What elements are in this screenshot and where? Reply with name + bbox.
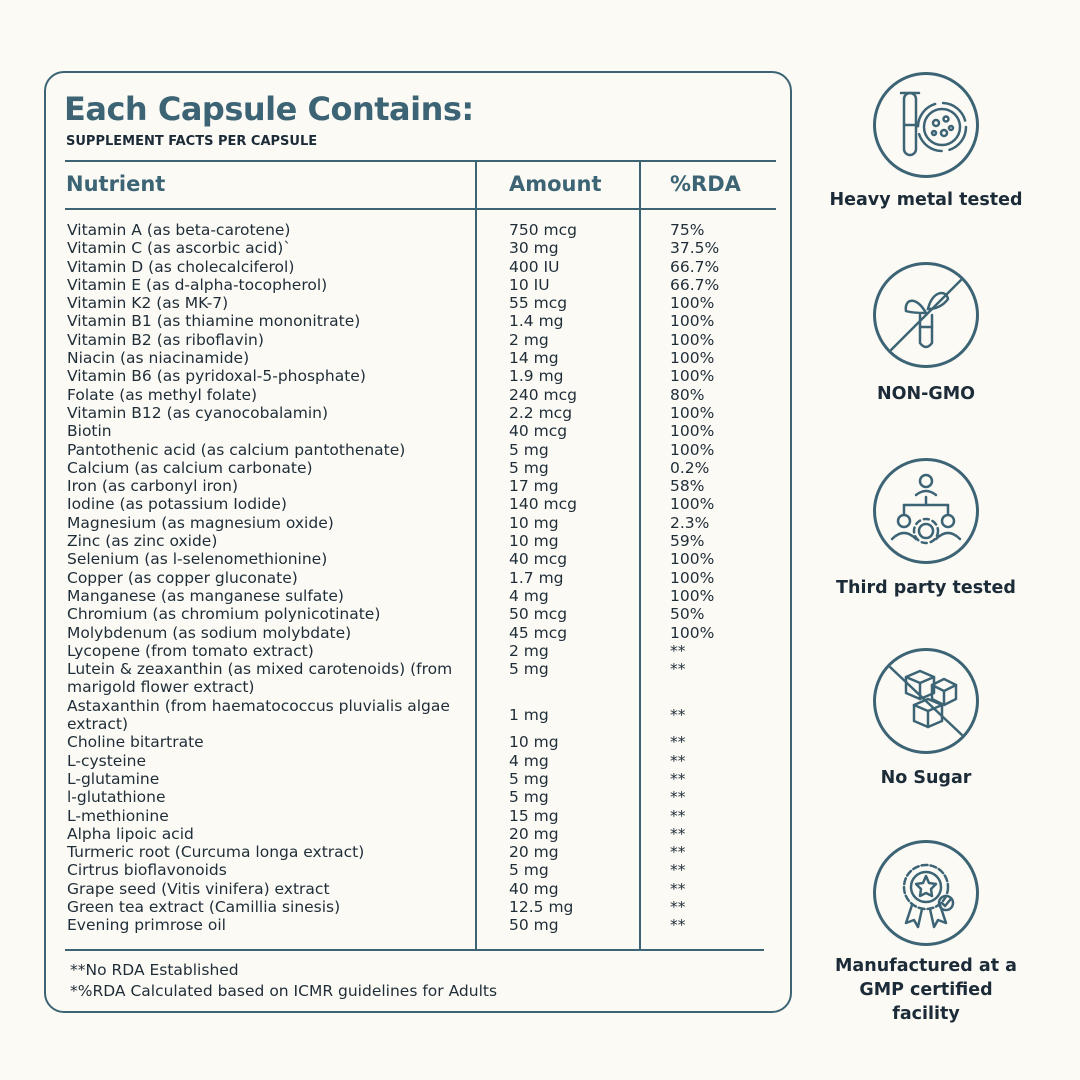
nutrient-name: Calcium (as calcium carbonate) — [67, 458, 313, 477]
badge-third-party — [824, 458, 1028, 600]
nutrient-rda: ** — [670, 861, 686, 880]
nutrient-rda: 100% — [670, 422, 715, 441]
nutrient-rda: 75% — [670, 221, 705, 239]
table-row — [46, 477, 790, 495]
nutrient-amount: 20 mg — [509, 824, 559, 843]
nutrient-name: Vitamin K2 (as MK-7) — [67, 294, 229, 313]
nutrient-amount: 5 mg — [509, 660, 549, 679]
nutrient-rda: ** — [670, 733, 686, 752]
nutrient-amount: 5 mg — [509, 458, 549, 477]
table-row — [46, 733, 790, 751]
nutrient-amount: 5 mg — [509, 769, 549, 788]
table-row — [46, 569, 790, 587]
nutrient-name: Vitamin B2 (as riboflavin) — [67, 330, 264, 349]
nutrient-amount: 50 mg — [509, 916, 559, 935]
nutrient-name: Lycopene (from tomato extract) — [67, 641, 314, 660]
nutrient-amount: 12.5 mg — [509, 897, 574, 916]
nutrient-rda: 50% — [670, 605, 705, 624]
nutrient-amount: 17 mg — [509, 477, 559, 496]
nutrient-rda: 100% — [670, 495, 715, 514]
non-gmo-icon — [873, 262, 979, 368]
table-row — [46, 752, 790, 770]
table-row — [46, 880, 790, 898]
table-row — [46, 367, 790, 385]
nutrient-amount: 2 mg — [509, 641, 549, 660]
nutrient-amount: 4 mg — [509, 586, 549, 605]
table-row — [46, 294, 790, 312]
badge-non-gmo — [824, 262, 1028, 406]
nutrient-rda: 100% — [670, 294, 715, 313]
nutrient-rda: 100% — [670, 367, 715, 386]
nutrient-name: L-cysteine — [67, 751, 147, 770]
nutrient-amount: 1.4 mg — [509, 312, 564, 331]
nutrient-amount: 40 mcg — [509, 422, 568, 441]
badge-gmp — [824, 840, 1028, 1026]
test-tube-petri-dish-icon — [873, 72, 979, 178]
nutrient-name: Vitamin B12 (as cyanocobalamin) — [67, 403, 329, 422]
table-bottom-rule — [65, 949, 764, 951]
nutrient-name: Choline bitartrate — [67, 733, 204, 752]
nutrient-name: Turmeric root (Curcuma longa extract) — [67, 843, 365, 862]
badge-label: Manufactured at a GMP certified facility — [835, 956, 1017, 1024]
nutrient-name: Zinc (as zinc oxide) — [67, 532, 218, 551]
nutrient-rda: ** — [670, 916, 686, 935]
nutrient-name: Vitamin B1 (as thiamine mononitrate) — [67, 312, 361, 331]
nutrient-amount: 4 mg — [509, 751, 549, 770]
nutrient-rda: ** — [670, 769, 686, 788]
nutrient-name: Biotin — [67, 422, 112, 441]
nutrient-name: Astaxanthin (from haematococcus pluvialis algae extract) — [67, 696, 450, 734]
nutrient-rda: 58% — [670, 477, 705, 496]
nutrient-rda: ** — [670, 843, 686, 862]
nutrient-name: Alpha lipoic acid — [67, 824, 194, 843]
table-row — [46, 422, 790, 440]
nutrient-name: Folate (as methyl folate) — [67, 385, 258, 404]
nutrient-name: Cirtrus bioflavonoids — [67, 861, 227, 880]
nutrient-rda: 100% — [670, 330, 715, 349]
badge-label: Third party tested — [836, 578, 1016, 598]
table-row — [46, 605, 790, 623]
network-gear-icon — [873, 458, 979, 564]
column-header-nutrient: Nutrient — [66, 172, 166, 196]
nutrient-rda: ** — [670, 824, 686, 843]
nutrient-name: Vitamin E (as d-alpha-tocopherol) — [67, 275, 328, 294]
nutrient-rda: ** — [670, 641, 686, 660]
nutrient-rda: 100% — [670, 550, 715, 569]
nutrient-rda: ** — [670, 705, 686, 724]
table-row — [46, 807, 790, 825]
nutrient-amount: 40 mg — [509, 879, 559, 898]
footnote-no-rda: **No RDA Established — [70, 961, 239, 979]
nutrient-name: Green tea extract (Camillia sinesis) — [67, 897, 341, 916]
header-bottom-rule — [65, 208, 776, 210]
nutrient-amount: 400 IU — [509, 257, 560, 276]
nutrient-amount: 1.9 mg — [509, 367, 564, 386]
nutrient-amount: 5 mg — [509, 788, 549, 807]
table-row — [46, 916, 790, 934]
nutrient-amount: 10 IU — [509, 275, 550, 294]
nutrient-amount: 30 mg — [509, 239, 559, 258]
nutrient-rda: ** — [670, 751, 686, 770]
table-row — [46, 587, 790, 605]
table-row — [46, 660, 790, 697]
nutrient-name: Selenium (as l-selenomethionine) — [67, 550, 328, 569]
supplement-facts-panel — [44, 71, 792, 1013]
header-top-rule — [65, 160, 776, 162]
panel-subtitle: SUPPLEMENT FACTS PER CAPSULE — [66, 134, 318, 149]
badge-heavy-metal — [824, 72, 1028, 212]
page-title: Each Capsule Contains: — [64, 90, 474, 128]
nutrient-amount: 45 mcg — [509, 623, 568, 642]
no-sugar-cubes-icon — [873, 648, 979, 754]
badge-label: No Sugar — [880, 768, 972, 788]
table-row — [46, 331, 790, 349]
table-row — [46, 898, 790, 916]
nutrient-amount: 15 mg — [509, 806, 559, 825]
nutrient-amount: 750 mcg — [509, 221, 577, 239]
nutrient-rda: 66.7% — [670, 275, 720, 294]
nutrient-amount: 240 mcg — [509, 385, 577, 404]
nutrient-amount: 40 mcg — [509, 550, 568, 569]
nutrient-name: l-glutathione — [67, 788, 166, 807]
nutrient-name: Pantothenic acid (as calcium pantothenate) — [67, 440, 406, 459]
nutrient-table-body — [46, 221, 790, 935]
table-row — [46, 697, 790, 734]
nutrient-rda: ** — [670, 897, 686, 916]
nutrient-name: Iron (as carbonyl iron) — [67, 477, 239, 496]
nutrient-name: Vitamin C (as ascorbic acid)` — [67, 239, 292, 258]
table-row — [46, 642, 790, 660]
nutrient-amount: 2 mg — [509, 330, 549, 349]
badge-label: NON-GMO — [876, 384, 976, 404]
nutrient-amount: 1 mg — [509, 705, 549, 724]
table-row — [46, 624, 790, 642]
nutrient-name: Grape seed (Vitis vinifera) extract — [67, 879, 330, 898]
nutrient-rda: 100% — [670, 440, 715, 459]
nutrient-amount: 10 mg — [509, 733, 559, 752]
table-row — [46, 550, 790, 568]
nutrient-amount: 10 mg — [509, 532, 559, 551]
nutrient-rda: 100% — [670, 349, 715, 368]
nutrient-rda: 0.2% — [670, 458, 710, 477]
table-row — [46, 258, 790, 276]
nutrient-name: L-glutamine — [67, 769, 160, 788]
table-row — [46, 532, 790, 550]
nutrient-rda: 100% — [670, 312, 715, 331]
nutrient-rda: 100% — [670, 568, 715, 587]
nutrient-name: Iodine (as potassium Iodide) — [67, 495, 287, 514]
nutrient-name: Vitamin B6 (as pyridoxal-5-phosphate) — [67, 367, 366, 386]
nutrient-name: Evening primrose oil — [67, 916, 226, 935]
table-row — [46, 349, 790, 367]
table-row — [46, 861, 790, 879]
nutrient-name: Manganese (as manganese sulfate) — [67, 586, 344, 605]
footnote-rda-basis: *%RDA Calculated based on ICMR guidelines for Adults — [70, 982, 498, 1000]
table-row — [46, 312, 790, 330]
nutrient-amount: 10 mg — [509, 513, 559, 532]
table-row — [46, 459, 790, 477]
nutrient-amount: 50 mcg — [509, 605, 568, 624]
table-row — [46, 788, 790, 806]
nutrient-name: Vitamin D (as cholecalciferol) — [67, 257, 295, 276]
nutrient-name: Lutein & zeaxanthin (as mixed carotenoids) (from marigold flower extract) — [67, 660, 453, 697]
nutrient-rda: ** — [670, 660, 686, 679]
table-row — [46, 276, 790, 294]
nutrient-amount: 14 mg — [509, 349, 559, 368]
nutrient-rda: 37.5% — [670, 239, 720, 258]
nutrient-rda: 2.3% — [670, 513, 710, 532]
nutrient-rda: 100% — [670, 403, 715, 422]
nutrient-rda: ** — [670, 806, 686, 825]
badge-label: Heavy metal tested — [829, 190, 1023, 210]
nutrient-amount: 140 mcg — [509, 495, 577, 514]
table-row — [46, 843, 790, 861]
nutrient-rda: 66.7% — [670, 257, 720, 276]
table-row — [46, 441, 790, 459]
nutrient-rda: 100% — [670, 623, 715, 642]
nutrient-rda: 80% — [670, 385, 705, 404]
table-row — [46, 239, 790, 257]
nutrient-amount: 5 mg — [509, 440, 549, 459]
nutrient-amount: 2.2 mcg — [509, 403, 573, 422]
nutrient-amount: 20 mg — [509, 843, 559, 862]
nutrient-amount: 1.7 mg — [509, 568, 564, 587]
table-row — [46, 386, 790, 404]
table-row — [46, 825, 790, 843]
nutrient-rda: 59% — [670, 532, 705, 551]
nutrient-rda: ** — [670, 788, 686, 807]
column-header-rda: %RDA — [670, 172, 741, 196]
table-row — [46, 495, 790, 513]
nutrient-amount: 55 mcg — [509, 294, 568, 313]
badge-no-sugar — [824, 648, 1028, 790]
nutrient-name: Chromium (as chromium polynicotinate) — [67, 605, 381, 624]
quality-badge-icon — [873, 840, 979, 946]
nutrient-name: Copper (as copper gluconate) — [67, 568, 298, 587]
table-row — [46, 404, 790, 422]
nutrient-rda: 100% — [670, 586, 715, 605]
nutrient-name: Magnesium (as magnesium oxide) — [67, 513, 334, 532]
table-row — [46, 514, 790, 532]
nutrient-name: Molybdenum (as sodium molybdate) — [67, 623, 352, 642]
nutrient-amount: 5 mg — [509, 861, 549, 880]
nutrient-name: L-methionine — [67, 806, 169, 825]
column-header-amount: Amount — [509, 172, 602, 196]
nutrient-name: Niacin (as niacinamide) — [67, 349, 250, 368]
table-row — [46, 770, 790, 788]
table-row — [46, 221, 790, 239]
nutrient-rda: ** — [670, 879, 686, 898]
nutrient-name: Vitamin A (as beta-carotene) — [67, 221, 291, 239]
